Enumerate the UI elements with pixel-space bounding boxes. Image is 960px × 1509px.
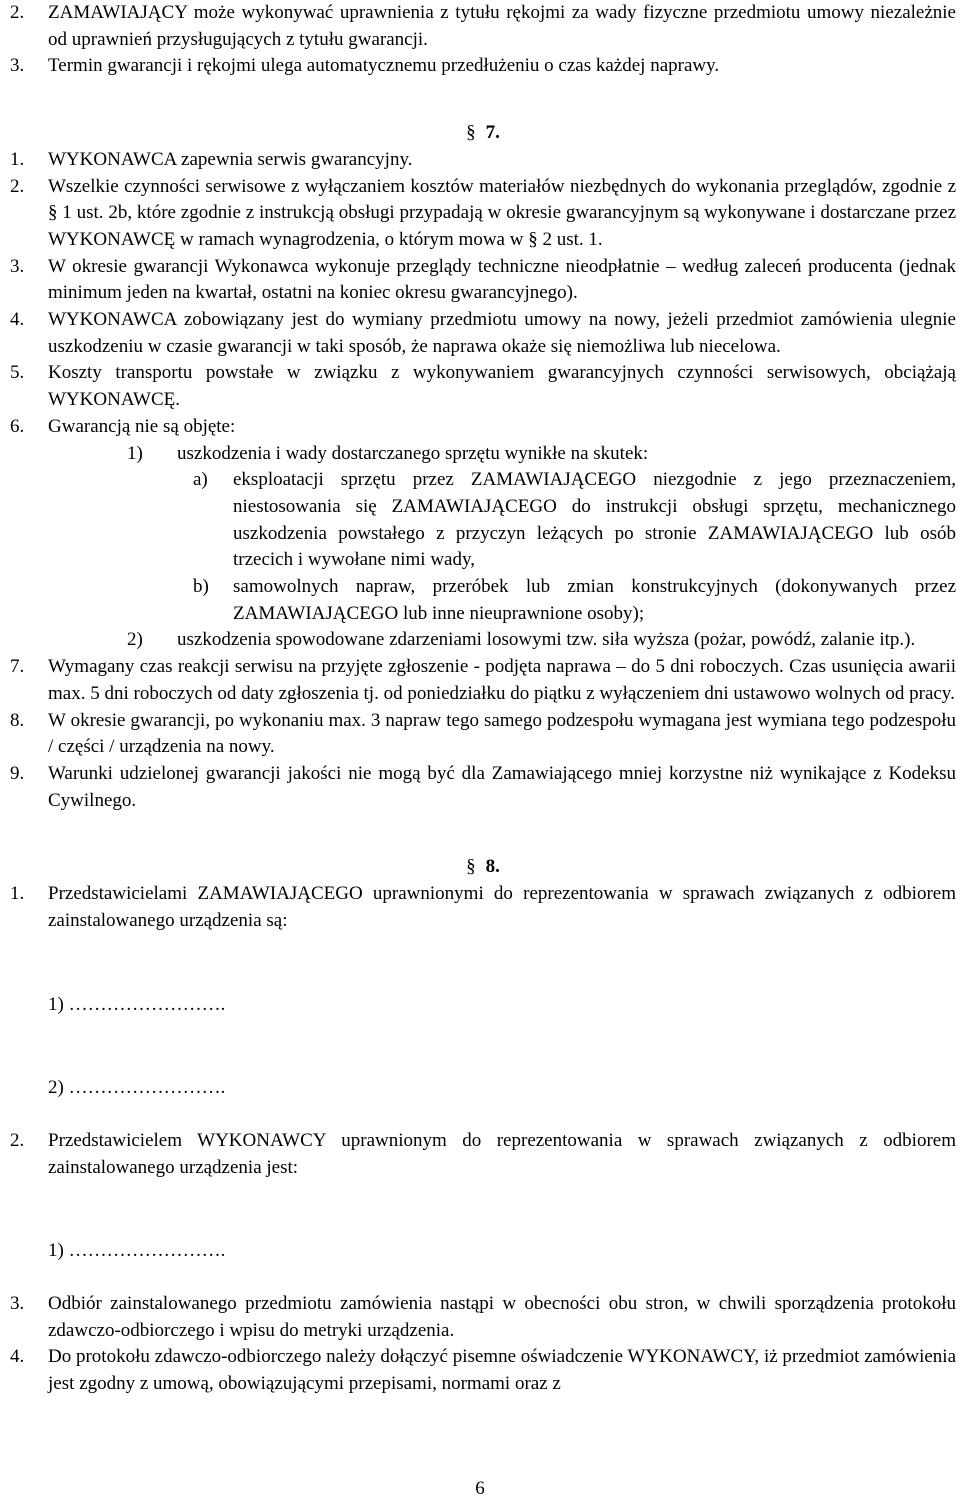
list-text: eksploatacji sprzętu przez ZAMAWIAJĄCEGO niezgodnie z jego przeznaczeniem, niestosowania się ZAMAWIAJĄCEGO do instrukcji obsługi sprzętu, mechanicznego uszkodzenia powstałego z przyczyn leżących po stronie ZAMAWIAJĄCEGO lub osób trzecich i wywołane nimi wady,	[233, 469, 956, 571]
paragraph-number: 5.	[10, 362, 25, 384]
paragraph-number: 4.	[10, 1346, 25, 1368]
paragraph-text: Termin gwarancji i rękojmi ulega automatycznemu przedłużeniu o czas każdej naprawy.	[48, 55, 720, 77]
s7-paragraph-4	[10, 307, 956, 360]
paragraph-number: 7.	[10, 656, 25, 678]
list-number: 2)	[127, 629, 143, 651]
s8-paragraph-4	[10, 1344, 956, 1397]
paragraph-text: Gwarancją nie są objęte:	[48, 415, 236, 437]
s8-paragraph-1	[10, 881, 956, 934]
paragraph-text: Przedstawicielem WYKONAWCY uprawnionym do reprezentowania w sprawach związanych z odbiorem zainstalowanego urządzenia jest:	[48, 1129, 956, 1178]
paragraph-text: Do protokołu zdawczo-odbiorczego należy dołączyć pisemne oświadczenie WYKONAWCY, iż przedmiot zamówienia jest zgodny z umową, obowiązującymi przepisami, normami oraz z	[48, 1346, 956, 1395]
paragraph-number: 2.	[10, 1129, 25, 1151]
list-letter: b)	[193, 576, 209, 598]
section-number: 8.	[485, 856, 500, 878]
list-text: samowolnych napraw, przeróbek lub zmian konstrukcyjnych (dokonywanych przez ZAMAWIAJĄCEGO lub inne nieuprawnione osoby);	[233, 576, 956, 624]
paragraph-number: 4.	[10, 309, 25, 331]
contractor-representative-line-1: 1) …………………….	[48, 1240, 226, 1262]
paragraph-number: 2.	[10, 175, 25, 197]
section-8-heading	[10, 854, 956, 881]
s7-paragraph-9	[10, 761, 956, 814]
representative-line-2: 2) …………………….	[48, 1077, 226, 1099]
paragraph-text: W okresie gwarancji Wykonawca wykonuje przeglądy techniczne nieodpłatnie – według zaleceń producenta (jednak minimum jeden na kwartał, ostatni na koniec okresu gwarancyjnego).	[48, 255, 956, 304]
s7-paragraph-3	[10, 254, 956, 307]
paragraph-number: 3.	[10, 1293, 25, 1315]
paragraph-number: 1.	[10, 148, 25, 170]
representative-line-1: 1) …………………….	[48, 993, 226, 1015]
s7-p6-item-1b	[193, 574, 956, 627]
section-mark: §	[466, 856, 476, 878]
page-number: 6	[475, 1478, 485, 1499]
paragraph-text: Koszty transportu powstałe w związku z wykonywaniem gwarancyjnych czynności serwisowych, obciążają WYKONAWCĘ.	[48, 362, 956, 411]
s7-paragraph-7	[10, 654, 956, 707]
s8-paragraph-3	[10, 1291, 956, 1344]
list-number: 1)	[127, 442, 143, 464]
section-mark: §	[466, 122, 476, 144]
paragraph-number: 6.	[10, 415, 25, 437]
list-letter: a)	[193, 469, 208, 491]
paragraph-number: 9.	[10, 762, 25, 784]
paragraph-number: 3.	[10, 55, 25, 77]
paragraph-text: Wymagany czas reakcji serwisu na przyjęte zgłoszenie - podjęta naprawa – do 5 dni roboczych. Czas usunięcia awarii max. 5 dni roboczych od daty zgłoszenia tj. od poniedziałku do piątku z wyłączeniem dni ustawowo wolnych od pracy.	[48, 656, 956, 704]
paragraph-number: 1.	[10, 883, 25, 905]
section-7-heading	[10, 120, 956, 147]
paragraph-text: ZAMAWIAJĄCY może wykonywać uprawnienia z tytułu rękojmi za wady fizyczne przedmiotu umowy niezależnie od uprawnień przysługujących z tytułu gwarancji.	[48, 2, 956, 50]
s7-paragraph-2	[10, 174, 956, 254]
section-number: 7.	[485, 122, 500, 144]
paragraph-text: Warunki udzielonej gwarancji jakości nie mogą być dla Zamawiającego mniej korzystne niż wynikające z Kodeksu Cywilnego.	[48, 762, 956, 811]
list-text: uszkodzenia i wady dostarczanego sprzętu wynikłe na skutek:	[177, 442, 649, 464]
paragraph-2	[10, 0, 956, 53]
s7-p6-item-1a	[193, 467, 956, 574]
s7-paragraph-5	[10, 360, 956, 413]
paragraph-text: Odbiór zainstalowanego przedmiotu zamówienia nastąpi w obecności obu stron, w chwili sporządzenia protokołu zdawczo-odbiorczego i wpisu do metryki urządzenia.	[48, 1293, 956, 1341]
paragraph-text: Wszelkie czynności serwisowe z wyłączaniem kosztów materiałów niezbędnych do wykonania przeglądów, zgodnie z § 1 ust. 2b, które zgodnie z instrukcją obsługi przypadają w okresie gwarancyjnym są wykonywane i dostarczane przez WYKONAWCĘ w ramach wynagrodzenia, o którym mowa w § 2 ust. 1.	[48, 175, 956, 250]
paragraph-number: 2.	[10, 2, 25, 23]
s7-p6-item-2	[127, 627, 956, 654]
paragraph-text: WYKONAWCA zapewnia serwis gwarancyjny.	[48, 148, 413, 170]
paragraph-number: 3.	[10, 255, 25, 277]
paragraph-3	[10, 53, 956, 80]
s8-paragraph-2	[10, 1128, 956, 1181]
paragraph-text: W okresie gwarancji, po wykonaniu max. 3 napraw tego samego podzespołu wymagana jest wymiana tego podzespołu / części / urządzenia na nowy.	[48, 709, 956, 758]
s7-paragraph-6	[10, 414, 956, 441]
document-page	[10, 0, 956, 1398]
s7-p6-item-1	[127, 441, 956, 468]
s7-paragraph-8	[10, 708, 956, 761]
list-text: uszkodzenia spowodowane zdarzeniami losowymi tzw. siła wyższa (pożar, powódź, zalanie itp.).	[177, 629, 916, 651]
paragraph-text: Przedstawicielami ZAMAWIAJĄCEGO uprawnionymi do reprezentowania w sprawach związanych z odbiorem zainstalowanego urządzenia są:	[48, 883, 956, 931]
paragraph-text: WYKONAWCA zobowiązany jest do wymiany przedmiotu umowy na nowy, jeżeli przedmiot zamówienia ulegnie uszkodzeniu w czasie gwarancji w taki sposób, że naprawa okaże się niemożliwa lub niecelowa.	[48, 309, 956, 357]
paragraph-number: 8.	[10, 709, 25, 731]
s7-paragraph-1	[10, 147, 956, 174]
